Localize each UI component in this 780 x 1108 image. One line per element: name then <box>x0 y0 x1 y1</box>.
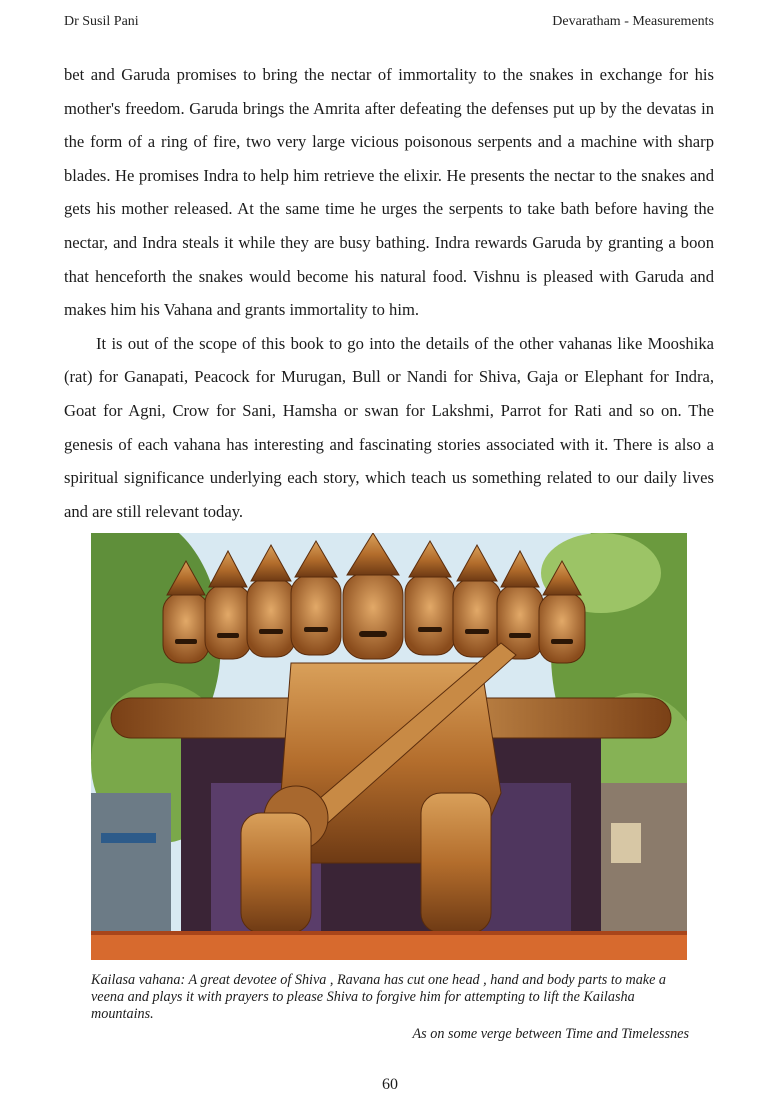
page-number: 60 <box>382 1076 398 1093</box>
header-title: Devaratham - Measurements <box>552 14 714 29</box>
paragraph-1: bet and Garuda promises to bring the nectar of immortality to the snakes in exchange for his mother's freedom. Garuda brings the Amrita after defeating the defenses put up by the devatas in the form of a ring of fire, two very large vicious poisonous serpents and a machine with sharp blades. He promises Indra to help him retrieve the elixir. He presents the nectar to the snakes and gets his mother released. At the same time he urges the serpents to take bath before having the nectar, and Indra steals it while they are busy bathing. Indra rewards Garuda by granting a boon that henceforth the snakes would become his natural food. Vishnu is pleased with Garuda and makes him his Vahana and grants immortality to him. <box>64 65 714 320</box>
ravana-statue-photo <box>91 533 687 960</box>
figure-quote: As on some verge between Time and Timelessnes <box>412 1026 689 1042</box>
body-text <box>64 58 714 528</box>
paragraph-2: It is out of the scope of this book to go into the details of the other vahanas like Mooshika (rat) for Ganapati, Peacock for Murugan, Bull or Nandi for Shiva, Gaja or Elephant for Indra, Goat for Agni, Crow for Sani, Hamsha or swan for Lakshmi, Parrot for Rati and so on. The genesis of each vahana has interesting and fascinating stories associated with it. There is also a spiritual significance underlying each story, which teach us something related to our daily lives and are still relevant today. <box>64 333 714 521</box>
figure-caption: Kailasa vahana: A great devotee of Shiva , Ravana has cut one head , hand and body parts to make a veena and plays it with prayers to please Shiva to forgive him for attempting to lift the Kailasha mountains. <box>91 972 667 1022</box>
header-author: Dr Susil Pani <box>64 14 139 29</box>
page-header <box>64 14 714 30</box>
